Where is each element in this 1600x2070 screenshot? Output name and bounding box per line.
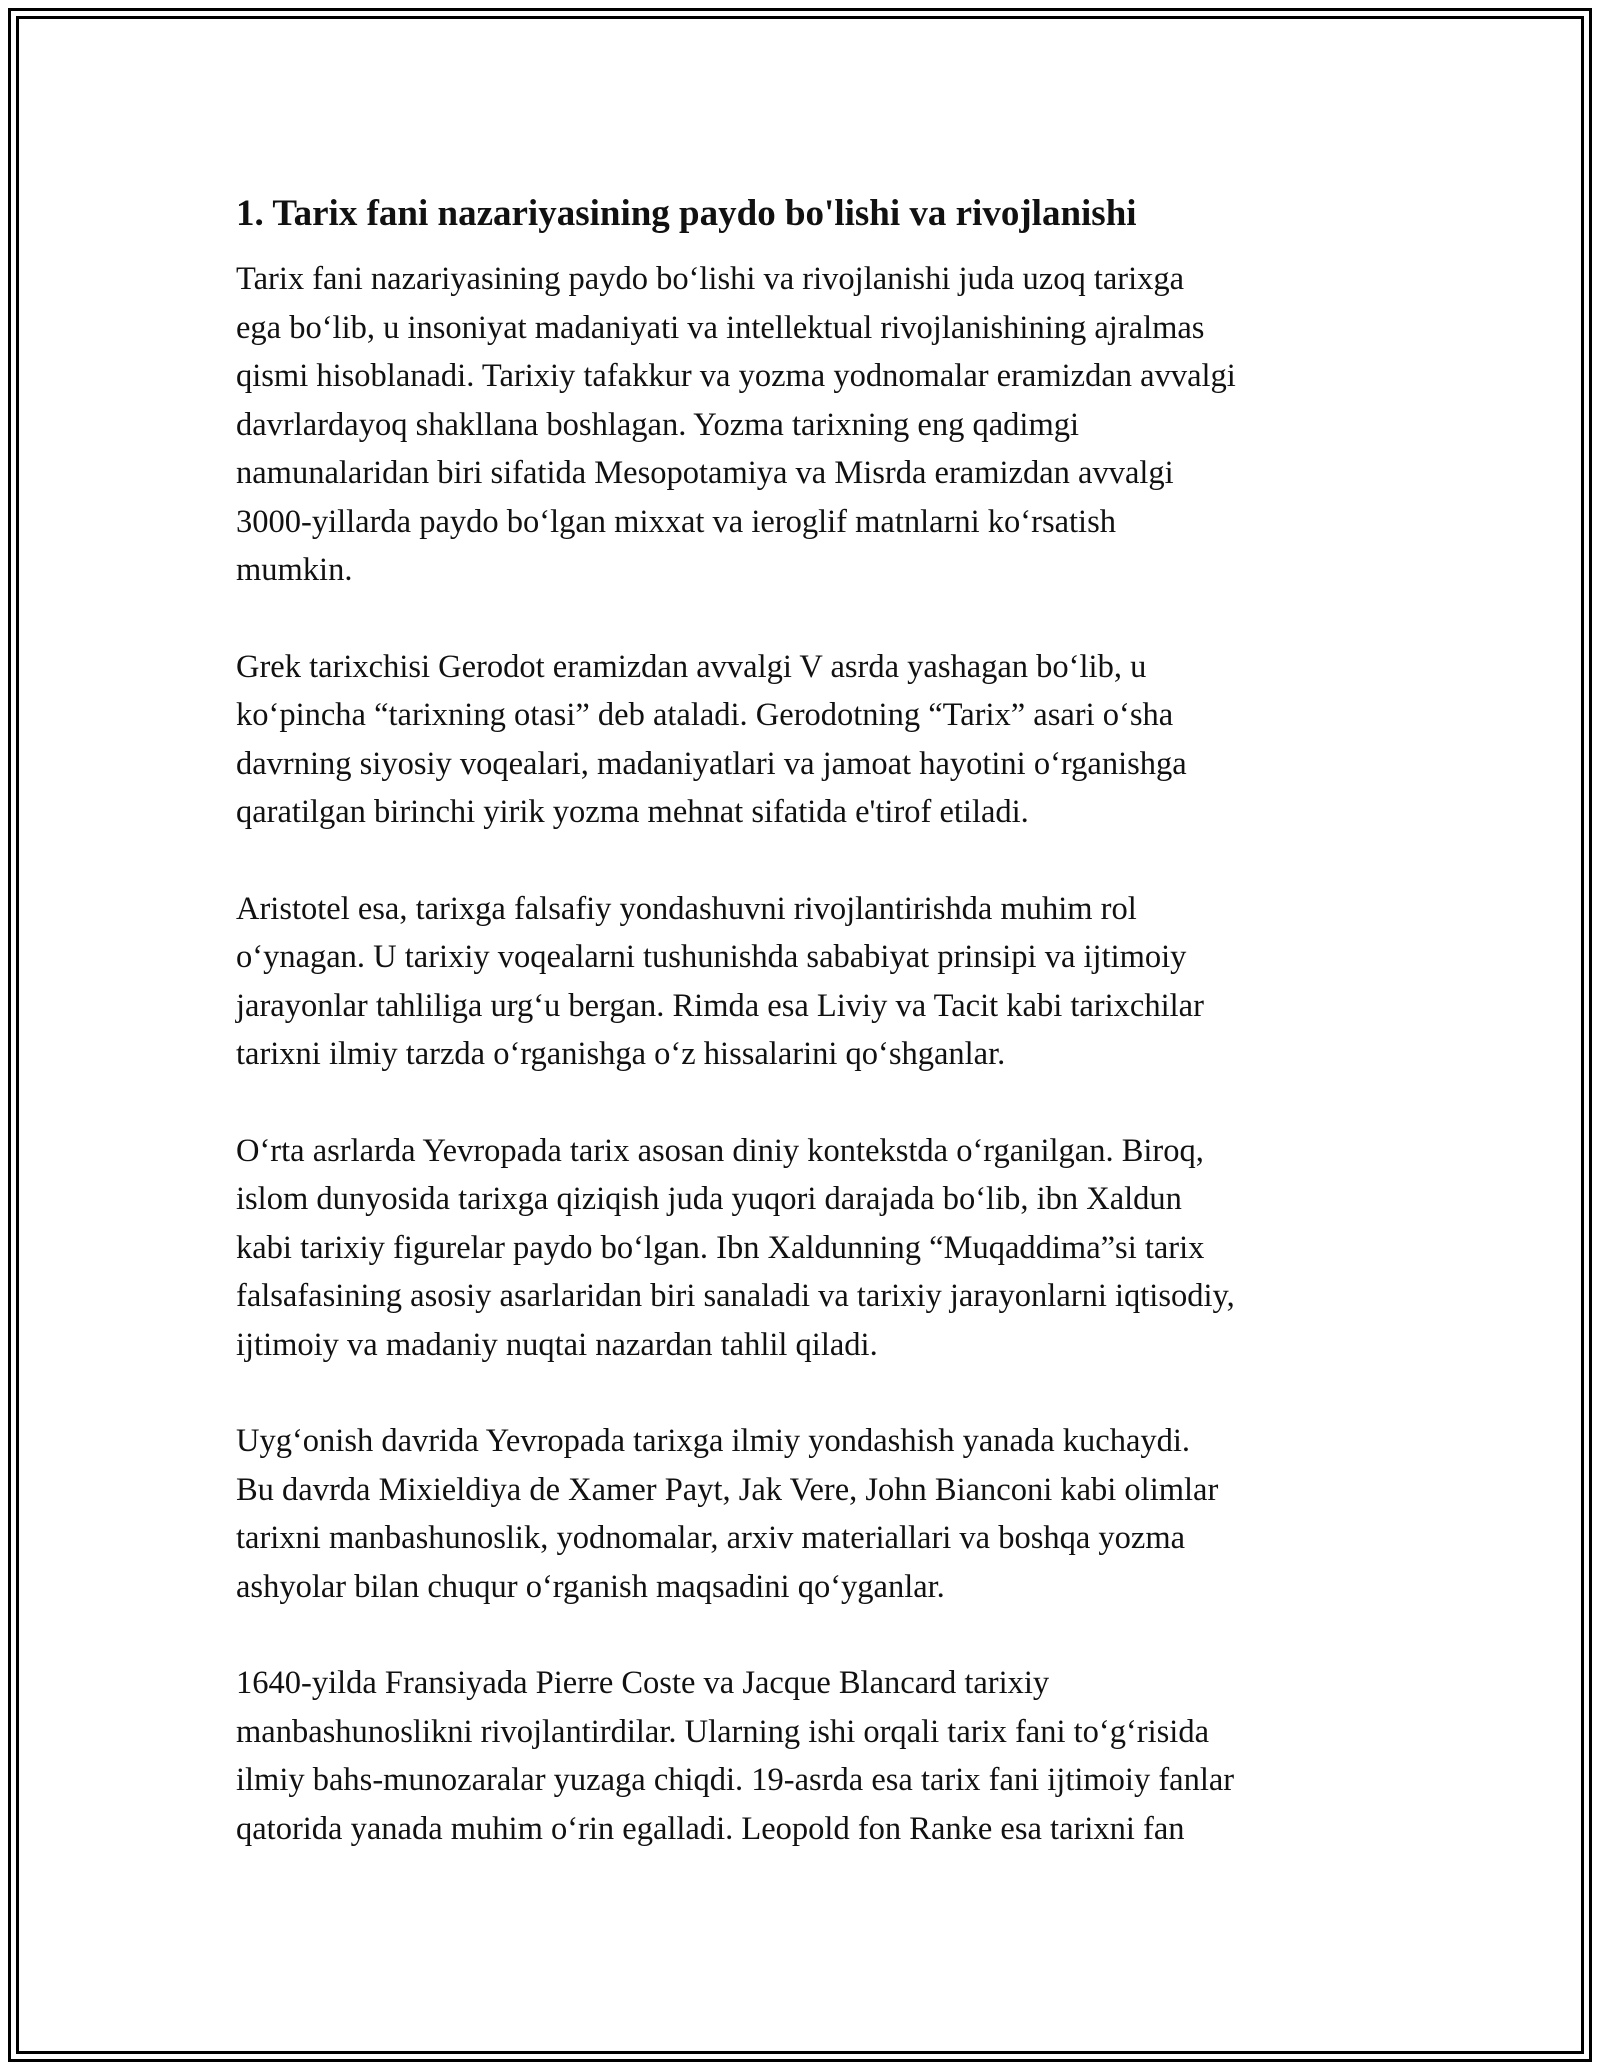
text-line: o‘ynagan. U tarixiy voqealarni tushunishda sababiyat prinsipi va ijtimoiy	[236, 939, 1187, 975]
text-line: Bu davrda Mixieldiya de Xamer Payt, Jak Vere, John Bianconi kabi olimlar	[236, 1471, 1219, 1508]
text-line: 1640-yilda Fransiyada Pierre Coste va Jacque Blancard tarixiy	[236, 1665, 1050, 1701]
section-heading: 1. Tarix fani nazariyasining paydo bo'lishi va rivojlanishi	[236, 193, 1137, 234]
text-line: davrlardayoq shakllana boshlagan. Yozma tarixning eng qadimgi	[236, 406, 1080, 443]
text-line: Tarix fani nazariyasining paydo bo‘lishi va rivojlanishi juda uzoq tarixga	[236, 261, 1185, 297]
paragraph-3	[236, 885, 1386, 1079]
text-line: namunalaridan biri sifatida Mesopotamiya va Misrda eramizdan avvalgi	[236, 455, 1174, 491]
text-line: falsafasining asosiy asarlaridan biri sanaladi va tarixiy jarayonlarni iqtisodiy,	[236, 1278, 1235, 1314]
text-line: ega bo‘lib, u insoniyat madaniyati va intellektual rivojlanishining ajralmas	[236, 309, 1205, 346]
text-line: ilmiy bahs-munozaralar yuzaga chiqdi. 19-asrda esa tarix fani ijtimoiy fanlar	[236, 1762, 1235, 1798]
text-line: tarixni manbashunoslik, yodnomalar, arxiv materiallari va boshqa yozma	[236, 1520, 1186, 1556]
text-line: Aristotel esa, tarixga falsafiy yondashuvni rivojlantirishda muhim rol	[236, 890, 1137, 927]
text-line: 3000-yillarda paydo bo‘lgan mixxat va ieroglif matnlarni ko‘rsatish	[236, 503, 1116, 540]
text-line: ko‘pincha “tarixning otasi” deb ataladi. Gerodotning “Tarix” asari o‘sha	[236, 697, 1174, 733]
paragraph-2	[236, 643, 1386, 837]
text-line: tarixni ilmiy tarzda o‘rganishga o‘z hissalarini qo‘shganlar.	[236, 1036, 1006, 1072]
paragraph-5	[236, 1417, 1386, 1611]
text-line: qaratilgan birinchi yirik yozma mehnat sifatida e'tirof etiladi.	[236, 794, 1029, 830]
text-line: jarayonlar tahliliga urg‘u bergan. Rimda esa Liviy va Tacit kabi tarixchilar	[236, 987, 1204, 1024]
text-line: ashyolar bilan chuqur o‘rganish maqsadini qo‘yganlar.	[236, 1568, 945, 1605]
text-line: davrning siyosiy voqealari, madaniyatlari va jamoat hayotini o‘rganishga	[236, 745, 1187, 782]
paragraph-4	[236, 1127, 1386, 1370]
text-line: manbashunoslikni rivojlantirdilar. Ularning ishi orqali tarix fani to‘g‘risida	[236, 1713, 1210, 1750]
paragraph-6	[236, 1659, 1386, 1853]
text-line: mumkin.	[236, 552, 353, 588]
text-line: qismi hisoblanadi. Tarixiy tafakkur va yozma yodnomalar eramizdan avvalgi	[236, 358, 1236, 394]
text-line: qatorida yanada muhim o‘rin egalladi. Leopold fon Ranke esa tarixni fan	[236, 1810, 1185, 1847]
text-line: islom dunyosida tarixga qiziqish juda yuqori darajada bo‘lib, ibn Xaldun	[236, 1181, 1182, 1217]
text-line: O‘rta asrlarda Yevropada tarix asosan diniy kontekstda o‘rganilgan. Biroq,	[236, 1132, 1204, 1169]
text-line: Grek tarixchisi Gerodot eramizdan avvalgi V asrda yashagan bo‘lib, u	[236, 648, 1147, 685]
paragraph-1	[236, 255, 1386, 595]
text-line: Uyg‘onish davrida Yevropada tarixga ilmiy yondashish yanada kuchaydi.	[236, 1423, 1191, 1459]
text-line: kabi tarixiy figurelar paydo bo‘lgan. Ibn Xaldunning “Muqaddima”si tarix	[236, 1229, 1205, 1266]
text-line: ijtimoiy va madaniy nuqtai nazardan tahlil qiladi.	[236, 1326, 878, 1363]
document-body	[236, 185, 1386, 1901]
